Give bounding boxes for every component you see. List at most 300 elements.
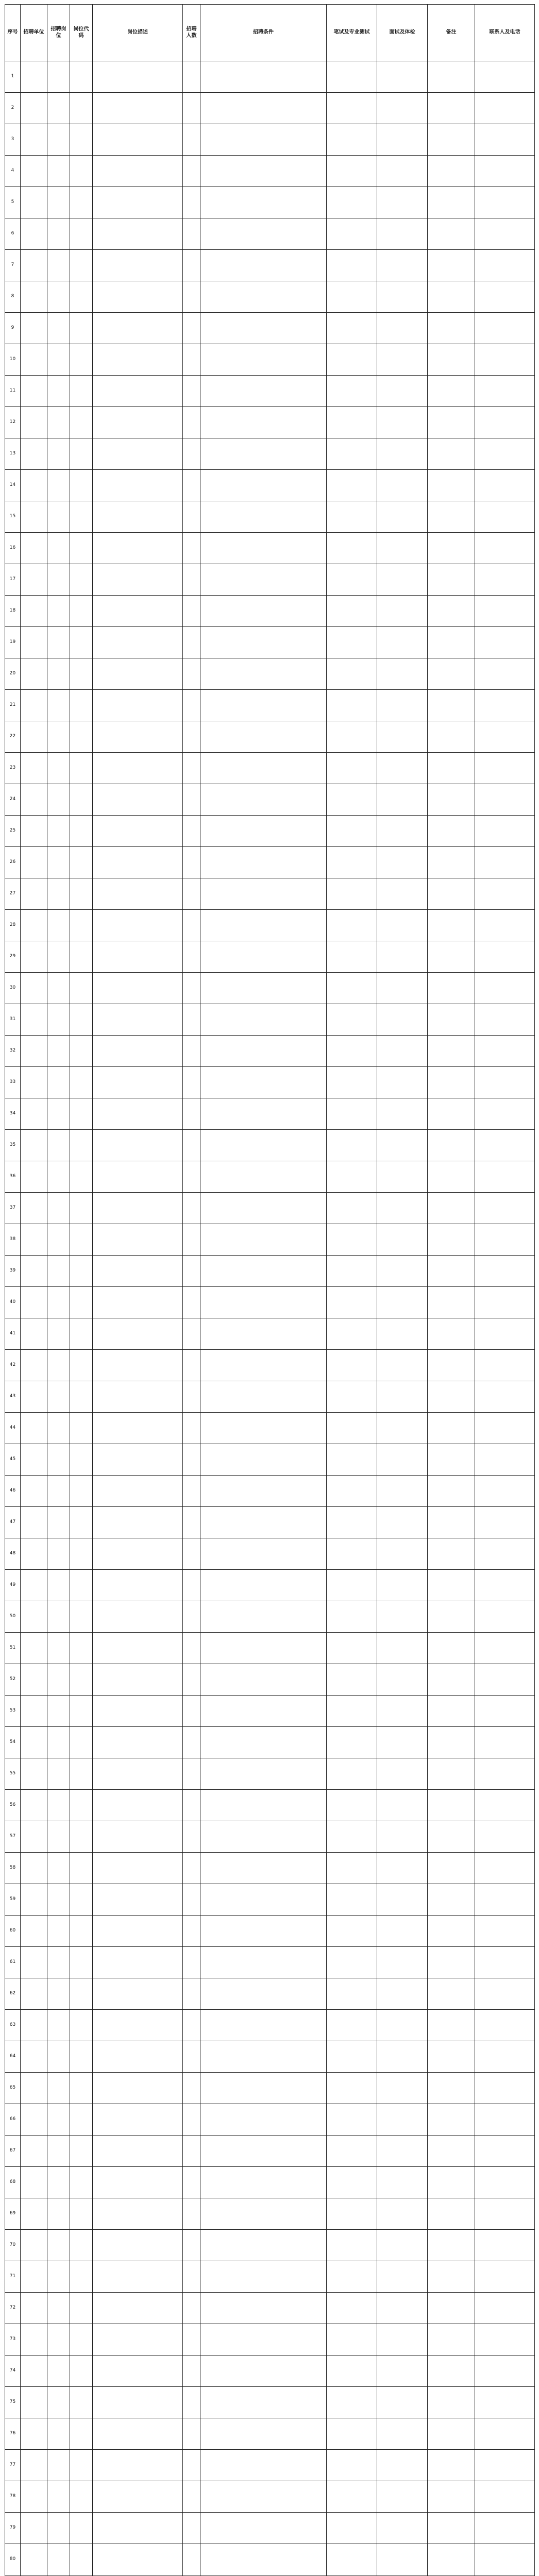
table-cell — [21, 1884, 47, 1916]
table-cell — [428, 2261, 475, 2293]
table-cell — [183, 407, 200, 438]
table-cell — [327, 2010, 377, 2041]
table-row — [5, 2450, 535, 2481]
table-cell — [377, 281, 428, 313]
table-cell — [200, 1444, 327, 1476]
table-cell — [428, 1916, 475, 1947]
table-cell — [327, 1978, 377, 2010]
table-row — [5, 1193, 535, 1224]
table-cell — [21, 1696, 47, 1727]
table-cell — [475, 721, 535, 753]
table-cell — [200, 2104, 327, 2136]
table-row — [5, 2544, 535, 2575]
table-cell — [200, 2513, 327, 2544]
table-cell — [70, 1664, 93, 1696]
table-row — [5, 1350, 535, 1381]
table-cell — [475, 1350, 535, 1381]
table-row — [5, 1601, 535, 1633]
table-cell — [377, 1947, 428, 1978]
table-cell — [327, 1224, 377, 1256]
table-cell — [377, 1224, 428, 1256]
table-cell — [428, 627, 475, 658]
table-cell — [377, 376, 428, 407]
table-cell — [183, 1664, 200, 1696]
table-cell — [327, 564, 377, 596]
table-row — [5, 250, 535, 281]
table-cell — [428, 1004, 475, 1036]
table-cell — [377, 847, 428, 878]
table-cell — [475, 1570, 535, 1601]
table-cell — [475, 1821, 535, 1853]
table-cell: 55 — [5, 1758, 21, 1790]
table-cell — [183, 1287, 200, 1318]
table-cell — [377, 1287, 428, 1318]
table-cell — [47, 2513, 70, 2544]
table-cell — [93, 2261, 183, 2293]
table-cell — [475, 1130, 535, 1161]
table-cell — [183, 2041, 200, 2073]
table-cell — [47, 1696, 70, 1727]
table-cell — [200, 973, 327, 1004]
table-cell — [70, 124, 93, 156]
table-cell — [70, 2136, 93, 2167]
table-cell — [475, 2481, 535, 2513]
table-row — [5, 564, 535, 596]
table-cell — [70, 313, 93, 344]
table-cell — [475, 878, 535, 910]
table-cell — [377, 313, 428, 344]
table-cell — [377, 596, 428, 627]
table-cell — [428, 1381, 475, 1413]
table-row — [5, 910, 535, 941]
table-cell — [70, 187, 93, 218]
table-cell — [327, 2167, 377, 2198]
table-cell — [475, 407, 535, 438]
table-cell — [70, 1916, 93, 1947]
table-cell — [327, 2041, 377, 2073]
table-cell: 66 — [5, 2104, 21, 2136]
table-cell — [93, 2450, 183, 2481]
table-cell — [428, 2230, 475, 2261]
table-cell — [200, 1318, 327, 1350]
table-cell: 30 — [5, 973, 21, 1004]
table-cell — [93, 1130, 183, 1161]
table-row — [5, 1507, 535, 1538]
table-cell — [475, 1978, 535, 2010]
table-cell — [21, 218, 47, 250]
table-cell — [377, 1067, 428, 1098]
table-cell — [183, 564, 200, 596]
table-cell — [21, 376, 47, 407]
table-cell — [47, 2481, 70, 2513]
table-cell — [47, 690, 70, 721]
table-cell — [21, 2073, 47, 2104]
table-cell — [475, 1256, 535, 1287]
table-cell — [183, 93, 200, 124]
table-row — [5, 690, 535, 721]
table-cell — [47, 2261, 70, 2293]
table-cell — [93, 2073, 183, 2104]
table-cell — [47, 1947, 70, 1978]
table-cell — [70, 93, 93, 124]
table-cell — [47, 1821, 70, 1853]
table-cell — [47, 281, 70, 313]
table-cell: 74 — [5, 2355, 21, 2387]
table-cell — [475, 1193, 535, 1224]
table-cell — [21, 973, 47, 1004]
table-cell — [47, 533, 70, 564]
table-cell — [475, 2544, 535, 2575]
table-cell — [327, 1130, 377, 1161]
table-cell — [327, 721, 377, 753]
table-cell — [183, 1004, 200, 1036]
table-cell — [475, 438, 535, 470]
table-cell — [377, 753, 428, 784]
table-cell — [327, 187, 377, 218]
table-cell — [475, 1036, 535, 1067]
table-row — [5, 2513, 535, 2544]
table-cell — [47, 1193, 70, 1224]
table-cell — [377, 1853, 428, 1884]
table-cell — [475, 2073, 535, 2104]
table-cell — [377, 1978, 428, 2010]
table-cell — [93, 1004, 183, 1036]
table-cell — [475, 313, 535, 344]
table-cell — [428, 470, 475, 501]
table-cell — [377, 878, 428, 910]
table-cell — [21, 658, 47, 690]
table-cell — [47, 2136, 70, 2167]
table-cell: 27 — [5, 878, 21, 910]
table-cell — [475, 753, 535, 784]
table-cell — [428, 784, 475, 816]
table-cell — [93, 2104, 183, 2136]
table-cell: 26 — [5, 847, 21, 878]
table-cell — [327, 2513, 377, 2544]
table-cell: 14 — [5, 470, 21, 501]
table-cell: 28 — [5, 910, 21, 941]
table-cell — [93, 973, 183, 1004]
table-cell — [183, 344, 200, 376]
table-cell — [93, 2167, 183, 2198]
table-cell — [70, 1036, 93, 1067]
table-cell — [377, 627, 428, 658]
table-cell — [47, 596, 70, 627]
table-cell — [93, 281, 183, 313]
table-cell — [428, 1853, 475, 1884]
table-cell — [200, 218, 327, 250]
table-cell — [377, 1476, 428, 1507]
table-cell — [47, 1067, 70, 1098]
table-cell — [377, 1036, 428, 1067]
table-cell — [47, 2355, 70, 2387]
table-cell — [428, 564, 475, 596]
table-cell — [475, 690, 535, 721]
table-cell — [475, 816, 535, 847]
table-cell — [428, 1067, 475, 1098]
table-cell — [327, 344, 377, 376]
table-cell: 12 — [5, 407, 21, 438]
table-cell — [475, 1884, 535, 1916]
table-cell — [327, 1067, 377, 1098]
table-cell — [200, 1821, 327, 1853]
table-cell: 62 — [5, 1978, 21, 2010]
table-cell — [475, 1224, 535, 1256]
table-cell — [200, 847, 327, 878]
table-cell — [93, 1067, 183, 1098]
table-cell — [70, 627, 93, 658]
table-cell — [21, 1444, 47, 1476]
table-cell: 24 — [5, 784, 21, 816]
table-cell — [93, 1161, 183, 1193]
table-cell — [200, 596, 327, 627]
table-row — [5, 1067, 535, 1098]
table-cell — [93, 250, 183, 281]
table-cell — [183, 1130, 200, 1161]
table-cell — [93, 1790, 183, 1821]
table-cell — [183, 1444, 200, 1476]
table-cell — [428, 1193, 475, 1224]
table-cell — [47, 564, 70, 596]
table-cell — [183, 1161, 200, 1193]
table-cell — [47, 816, 70, 847]
table-cell — [428, 2041, 475, 2073]
table-cell: 68 — [5, 2167, 21, 2198]
table-cell — [428, 533, 475, 564]
table-cell — [93, 156, 183, 187]
table-cell — [47, 1570, 70, 1601]
table-cell — [200, 1538, 327, 1570]
table-cell — [377, 1413, 428, 1444]
table-cell — [428, 1633, 475, 1664]
table-row — [5, 376, 535, 407]
table-row — [5, 2136, 535, 2167]
table-cell — [21, 878, 47, 910]
table-row — [5, 1696, 535, 1727]
table-cell — [47, 2293, 70, 2324]
table-cell: 8 — [5, 281, 21, 313]
table-cell — [475, 2293, 535, 2324]
table-cell — [93, 93, 183, 124]
table-cell — [377, 124, 428, 156]
table-row — [5, 627, 535, 658]
table-cell — [428, 878, 475, 910]
table-cell — [200, 910, 327, 941]
table-cell — [428, 1130, 475, 1161]
table-cell — [428, 2104, 475, 2136]
table-cell — [47, 1727, 70, 1758]
table-cell: 33 — [5, 1067, 21, 1098]
table-cell — [183, 753, 200, 784]
table-cell — [428, 218, 475, 250]
table-cell — [377, 1758, 428, 1790]
table-cell — [47, 93, 70, 124]
table-cell — [200, 1098, 327, 1130]
table-cell — [183, 1538, 200, 1570]
table-cell — [475, 2230, 535, 2261]
table-row — [5, 313, 535, 344]
table-cell — [377, 910, 428, 941]
table-cell: 37 — [5, 1193, 21, 1224]
table-cell — [428, 501, 475, 533]
table-cell — [183, 1884, 200, 1916]
table-cell — [21, 1853, 47, 1884]
table-cell — [327, 1413, 377, 1444]
table-cell — [183, 816, 200, 847]
table-cell — [21, 1318, 47, 1350]
table-cell — [47, 627, 70, 658]
table-row — [5, 2387, 535, 2418]
table-cell — [200, 187, 327, 218]
table-cell — [377, 2450, 428, 2481]
table-cell: 41 — [5, 1318, 21, 1350]
table-cell — [93, 187, 183, 218]
table-cell — [200, 1884, 327, 1916]
table-cell — [93, 2010, 183, 2041]
table-cell — [200, 941, 327, 973]
table-row — [5, 847, 535, 878]
table-cell: 36 — [5, 1161, 21, 1193]
table-cell — [21, 1130, 47, 1161]
table-cell — [47, 1884, 70, 1916]
table-cell — [70, 1318, 93, 1350]
table-cell — [428, 1727, 475, 1758]
table-cell — [70, 1287, 93, 1318]
table-cell — [47, 1098, 70, 1130]
table-cell — [21, 596, 47, 627]
table-cell: 45 — [5, 1444, 21, 1476]
table-cell — [377, 438, 428, 470]
table-cell — [200, 313, 327, 344]
table-cell — [428, 313, 475, 344]
table-row — [5, 2481, 535, 2513]
table-cell — [327, 816, 377, 847]
table-row — [5, 1727, 535, 1758]
table-cell — [200, 2481, 327, 2513]
table-cell — [475, 2418, 535, 2450]
column-header: 备注 — [428, 5, 475, 61]
table-cell — [93, 1444, 183, 1476]
table-cell: 72 — [5, 2293, 21, 2324]
table-cell — [428, 93, 475, 124]
table-row — [5, 784, 535, 816]
table-cell — [183, 1350, 200, 1381]
table-cell — [475, 344, 535, 376]
table-cell — [377, 2513, 428, 2544]
table-cell — [377, 218, 428, 250]
table-cell — [327, 878, 377, 910]
table-cell — [327, 1538, 377, 1570]
table-cell — [428, 2293, 475, 2324]
table-cell — [183, 1098, 200, 1130]
table-cell — [70, 1413, 93, 1444]
table-cell — [93, 1664, 183, 1696]
table-cell — [327, 2230, 377, 2261]
table-cell — [183, 124, 200, 156]
table-cell — [377, 470, 428, 501]
table-cell — [428, 596, 475, 627]
table-cell — [70, 218, 93, 250]
table-cell — [475, 1507, 535, 1538]
table-cell — [200, 124, 327, 156]
table-cell — [475, 1067, 535, 1098]
table-cell — [475, 1696, 535, 1727]
table-cell — [428, 376, 475, 407]
table-cell: 50 — [5, 1601, 21, 1633]
table-cell — [377, 973, 428, 1004]
table-cell — [327, 1947, 377, 1978]
table-cell — [93, 470, 183, 501]
table-cell — [70, 1067, 93, 1098]
table-cell — [70, 1821, 93, 1853]
table-cell — [377, 784, 428, 816]
table-cell — [93, 847, 183, 878]
table-row — [5, 1256, 535, 1287]
table-cell — [377, 1130, 428, 1161]
table-cell — [70, 61, 93, 93]
table-row — [5, 1570, 535, 1601]
table-cell: 48 — [5, 1538, 21, 1570]
table-cell — [70, 501, 93, 533]
table-cell — [47, 1853, 70, 1884]
table-cell: 40 — [5, 1287, 21, 1318]
table-cell — [327, 753, 377, 784]
table-cell — [475, 1381, 535, 1413]
table-cell — [70, 1633, 93, 1664]
table-cell — [47, 2073, 70, 2104]
table-cell — [475, 973, 535, 1004]
table-cell — [93, 61, 183, 93]
table-row — [5, 1287, 535, 1318]
table-row — [5, 470, 535, 501]
table-cell — [475, 124, 535, 156]
table-cell — [475, 1476, 535, 1507]
table-cell — [200, 2450, 327, 2481]
table-cell — [200, 2355, 327, 2387]
table-cell — [475, 1853, 535, 1884]
table-cell — [475, 2198, 535, 2230]
table-cell — [93, 1853, 183, 1884]
table-cell — [93, 1633, 183, 1664]
table-cell — [47, 1916, 70, 1947]
table-cell — [47, 2010, 70, 2041]
table-cell — [21, 941, 47, 973]
table-cell — [327, 2387, 377, 2418]
table-cell — [70, 1538, 93, 1570]
table-cell — [428, 1256, 475, 1287]
table-cell — [183, 281, 200, 313]
table-cell — [21, 2355, 47, 2387]
table-cell — [47, 470, 70, 501]
table-cell — [377, 1507, 428, 1538]
table-cell — [70, 344, 93, 376]
table-cell — [200, 1224, 327, 1256]
table-cell — [475, 470, 535, 501]
table-cell — [93, 753, 183, 784]
table-cell: 69 — [5, 2198, 21, 2230]
table-cell — [475, 564, 535, 596]
table-cell: 43 — [5, 1381, 21, 1413]
table-row — [5, 2293, 535, 2324]
table-cell — [327, 1758, 377, 1790]
table-cell — [200, 1287, 327, 1318]
table-cell — [377, 1444, 428, 1476]
column-header: 岗位代码 — [70, 5, 93, 61]
table-cell — [183, 690, 200, 721]
table-cell — [183, 1036, 200, 1067]
table-cell — [70, 1696, 93, 1727]
table-cell — [475, 784, 535, 816]
